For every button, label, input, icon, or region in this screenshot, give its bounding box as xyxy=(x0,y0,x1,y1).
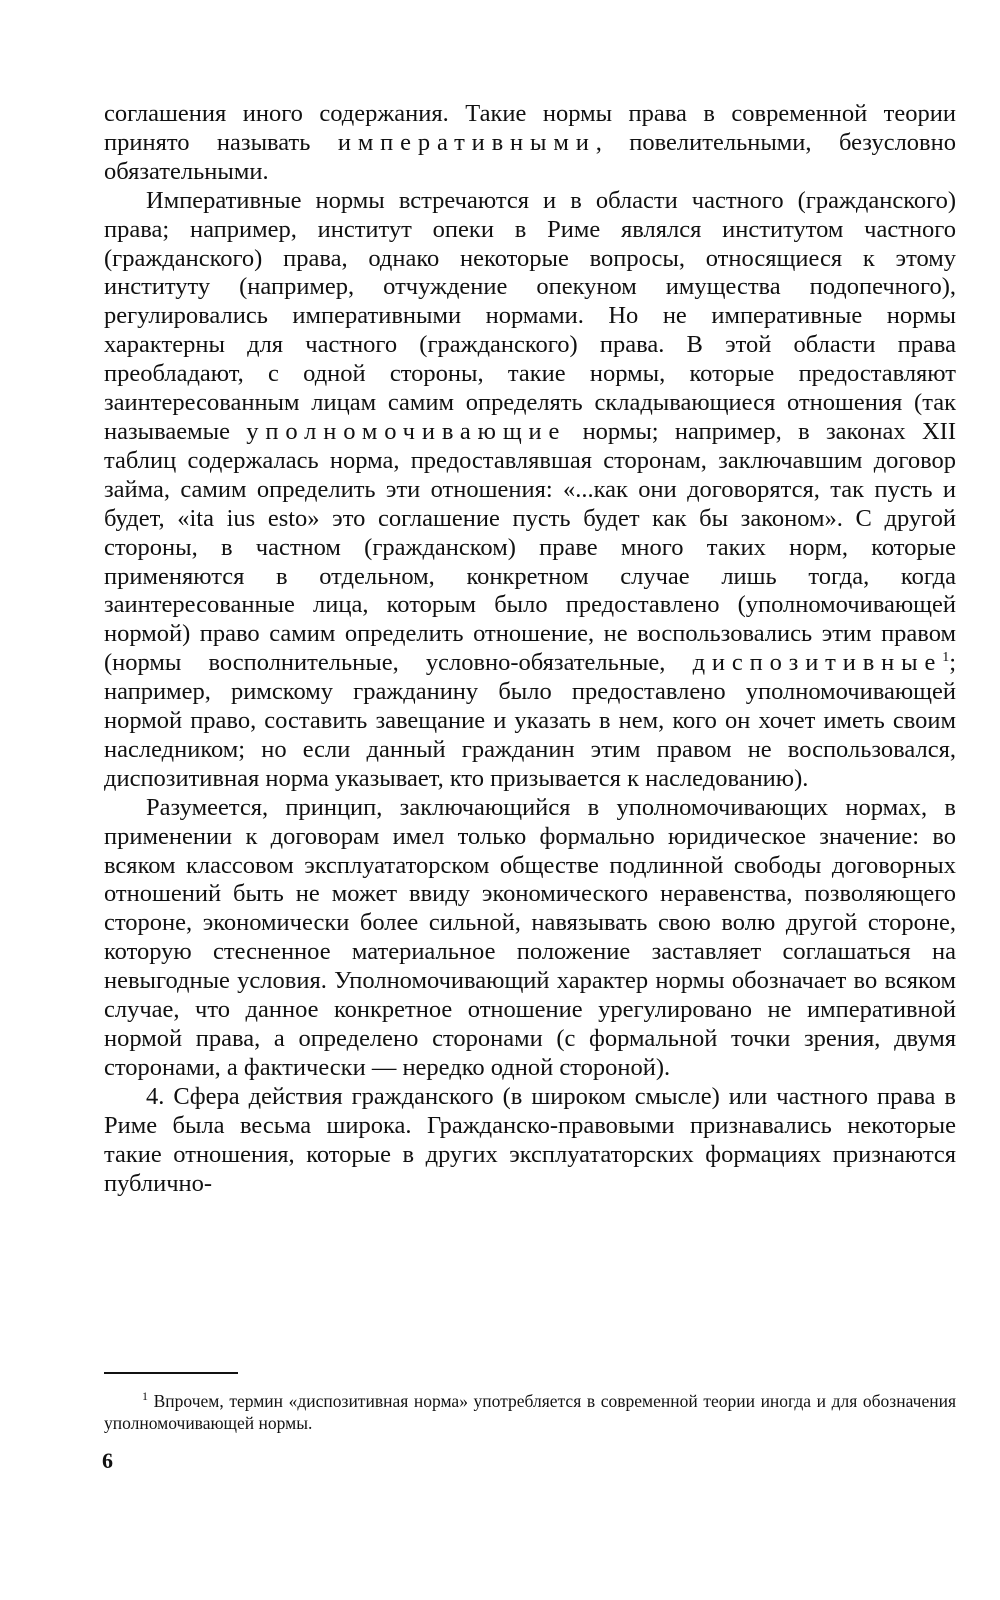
footnote-text: Впрочем, термин «диспозитивная норма» употребляется в современной теории иногда и для обозначения уполномочивающей нормы. xyxy=(104,1391,956,1433)
paragraph-4: 4. Сфера действия гражданского (в широком смысле) или частного права в Риме была весьма широка. Гражданско-правовыми признавались некоторые такие отношения, которые в других эксплуататорских формациях признаются публично- xyxy=(104,1082,956,1197)
paragraph-2-text-c: ; например, римскому гражданину было предоставлено уполномочивающей нормой право, составить завещание и указать в нем, кого он хочет иметь своим наследником; но если данный гражданин этим правом не воспользовался, диспозитивная норма указывает, кто призывается к наследованию). xyxy=(104,649,956,792)
page-body xyxy=(104,100,956,1198)
footnote xyxy=(104,1390,956,1434)
page-number: 6 xyxy=(102,1448,113,1473)
paragraph-3: Разумеется, принцип, заключающийся в уполномочивающих нормах, в применении к договорам имел только формально юридическое значение: во всяком классовом эксплуататорском обществе подлинной свободы договорных отношений быть не может ввиду экономического неравенства, позволяющего стороне, экономически более сильной, навязывать свою волю другой стороне, которую стесненное материальное положение заставляет соглашаться на невыгодные условия. Уполномочивающий характер нормы обозначает во всяком случае, что данное конкретное отношение урегулировано не императивной нормой права, а определено сторонами (с формальной точки зрения, двумя сторонами, а фактически — нередко одной стороной). xyxy=(104,793,956,1081)
paragraph-1 xyxy=(104,100,956,187)
term-empowering: уполномочивающие xyxy=(246,417,567,445)
footnote-divider xyxy=(104,1372,238,1374)
paragraph-2-text-b: нормы; например, в законах XII таблиц содержалась норма, предоставлявшая сторонам, заключавшим договор займа, самим определить эти отношения: «...как они договорятся, так пусть и будет, «ita ius esto» это соглашение пусть будет как бы законом». С другой стороны, в частном (гражданском) праве много таких норм, которые применяются в отдельном, конкретном случае лишь тогда, когда заинтересованные лица, которым было предоставлено (уполномочивающей нормой) право самим определить отношение, не воспользовались этим правом (нормы восполнительные, условно-обязательные, xyxy=(104,417,956,677)
term-dispositive: диспозитивные xyxy=(692,649,943,677)
term-imperative: императивными xyxy=(337,128,596,156)
paragraph-2 xyxy=(104,187,956,794)
paragraph-1-text-a: соглашения иного содержания. Такие нормы права в современной теории принято называть xyxy=(104,100,956,156)
paragraph-1-text-b: , повелительными, безусловно обязательными. xyxy=(104,128,956,185)
footnote-marker: 1 xyxy=(142,1389,148,1404)
footnote-reference: 1 xyxy=(942,650,950,666)
paragraph-2-text-a: Императивные нормы встречаются и в области частного (гражданского) права; например, институт опеки в Риме являлся институтом частного (гражданского) права, однако некоторые вопросы, относящиеся к этому институту (например, отчуждение опекуном имущества подопечного), регулировались императивными нормами. Но не императивные нормы характерны для частного (гражданского) права. В этой области права преобладают, с одной стороны, такие нормы, которые предоставляют заинтересованным лицам самим определять складывающиеся отношения (так называемые xyxy=(104,186,956,445)
